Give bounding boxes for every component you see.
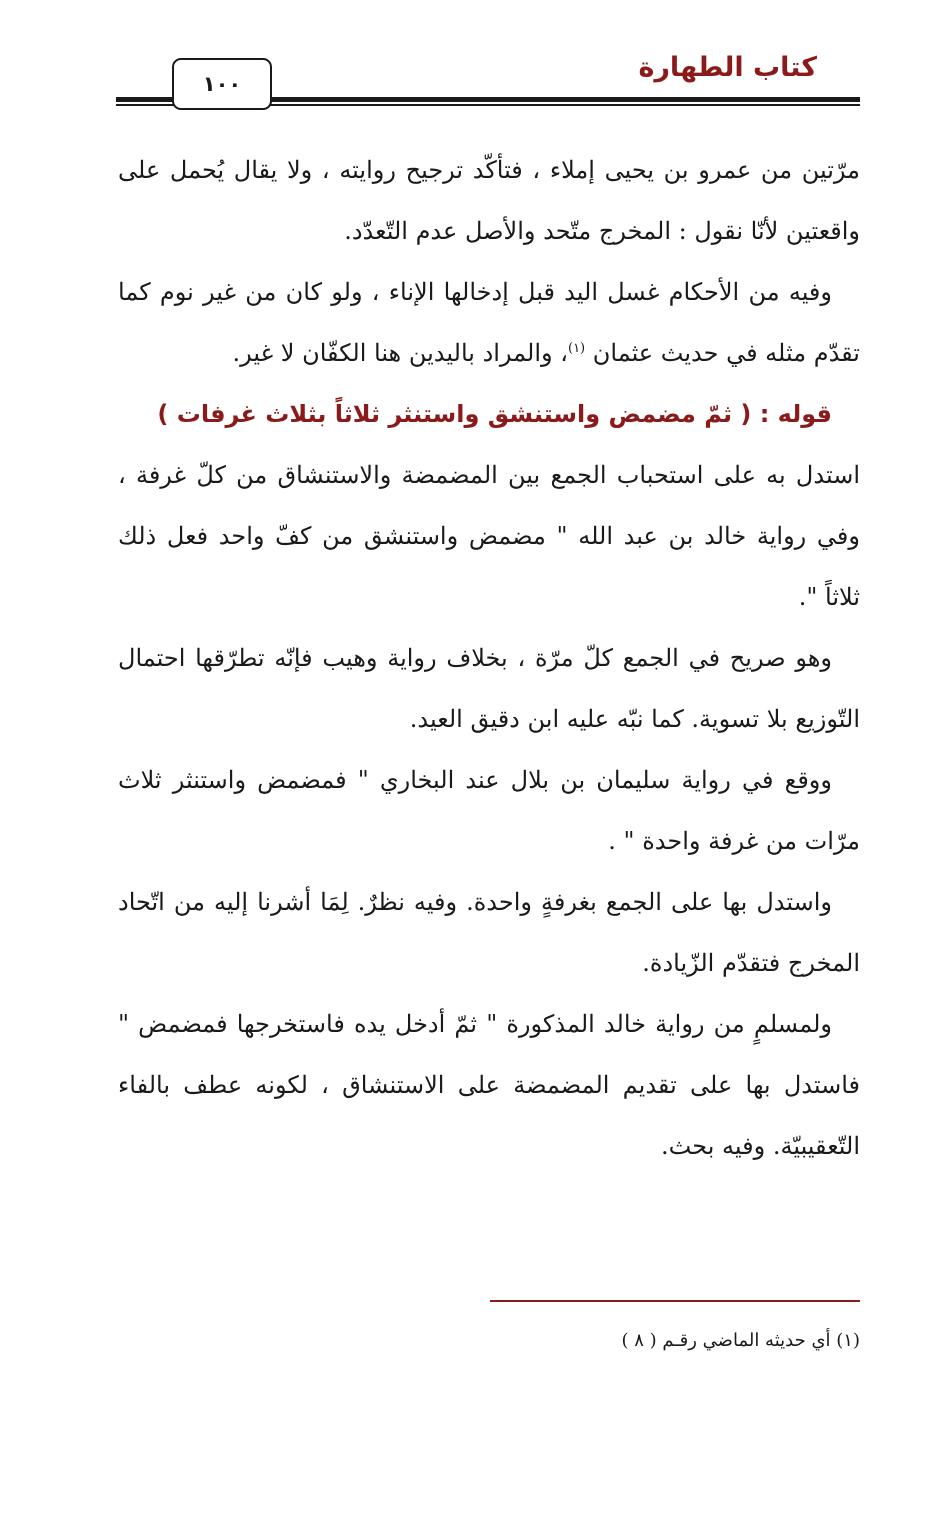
paragraph: ووقع في رواية سليمان بن بلال عند البخاري " فمضمض واستنثر ثلاث مرّات من غرفة واحدة " . — [118, 766, 860, 855]
paragraph: استدل به على استحباب الجمع بين المضمضة والاستنشاق من كلّ غرفة ، وفي رواية خالد بن عبد الله " مضمض واستنشق من كفّ واحد فعل ذلك ثلاثاً ". — [118, 461, 860, 611]
book-title: كتاب الطهارة — [638, 52, 817, 83]
paragraph: مرّتين من عمرو بن يحيى إملاء ، فتأكّد ترجيح روايته ، ولا يقال يُحمل على واقعتين لأنّا نقول : المخرج متّحد والأصل عدم التّعدّد. — [118, 156, 860, 245]
main-text — [118, 140, 860, 1177]
page-header — [0, 0, 945, 120]
section-heading: قوله : ( ثمّ مضمض واستنشق واستنثر ثلاثاً بثلاث غرفات ) — [157, 400, 832, 428]
footnote-divider — [490, 1300, 860, 1302]
paragraph: واستدل بها على الجمع بغرفةٍ واحدة. وفيه نظرٌ. لِمَا أشرنا إليه من اتّحاد المخرج فتقدّم الزّيادة. — [118, 888, 860, 977]
paragraph — [118, 262, 860, 384]
paragraph: ولمسلمٍ من رواية خالد المذكورة " ثمّ أدخل يده فاستخرجها فمضمض " فاستدل بها على تقديم المضمضة على الاستنشاق ، لكونه عطف بالفاء التّعقيبيّة. وفيه بحث. — [118, 1010, 860, 1160]
paragraph-text: ، والمراد باليدين هنا الكفّان لا غير. — [232, 339, 568, 367]
page-number: ١٠٠ — [172, 58, 272, 110]
footnote: (١) أي حديثه الماضي رقـم ( ٨ ) — [621, 1330, 860, 1351]
footnote-reference[interactable]: (١) — [567, 341, 586, 356]
paragraph: وهو صريح في الجمع كلّ مرّة ، بخلاف رواية وهيب فإنّه تطرّقها احتمال التّوزيع بلا تسوية. كما نبّه عليه ابن دقيق العيد. — [118, 644, 860, 733]
paragraph-text: وفيه من الأحكام غسل اليد قبل إدخالها الإناء ، ولو كان من غير نوم كما تقدّم مثله في حديث عثمان — [118, 278, 860, 367]
